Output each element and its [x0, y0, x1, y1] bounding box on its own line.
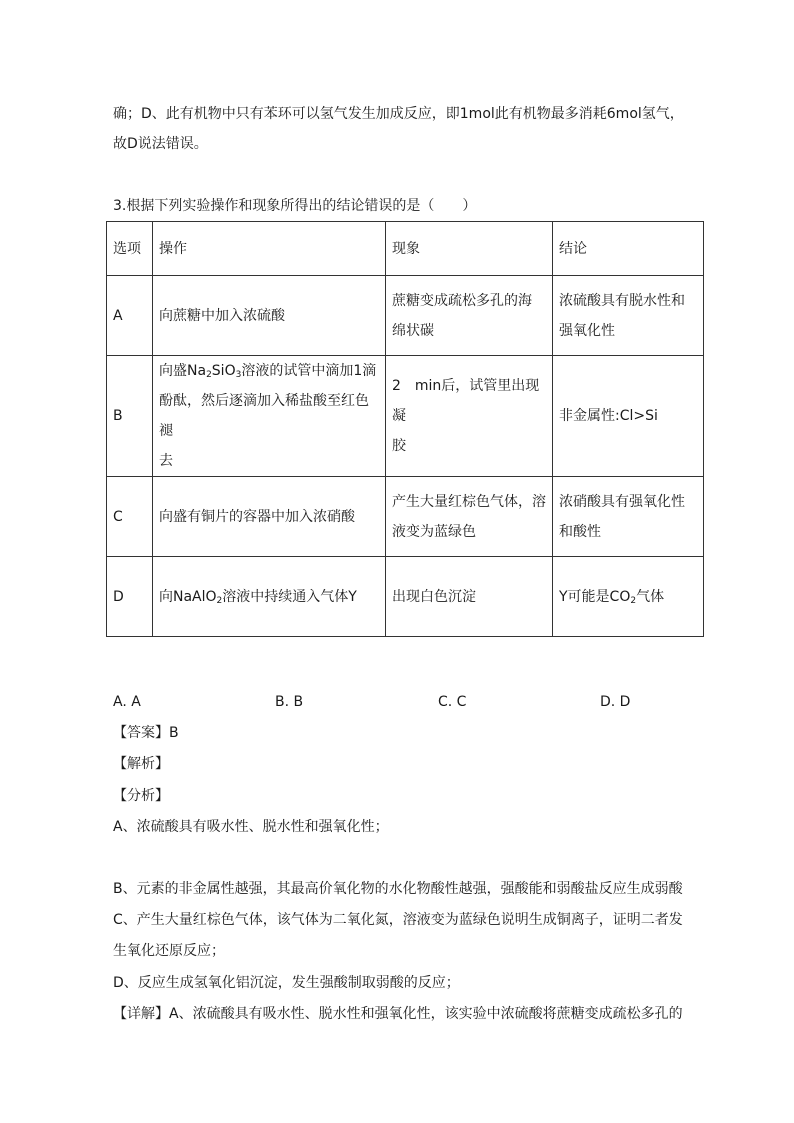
header-phenomenon: 现象 — [386, 222, 553, 276]
table-header-row — [107, 222, 704, 276]
row-conclusion: 浓硫酸具有脱水性和 强氧化性 — [553, 276, 704, 356]
header-conclusion: 结论 — [553, 222, 704, 276]
row-conclusion: 浓硝酸具有强氧化性 和酸性 — [553, 477, 704, 557]
row-option: B — [107, 356, 153, 477]
row-operation: 向NaAlO$_2$溶液中持续通入气体Y — [153, 557, 386, 637]
row-phenomenon: 蔗糖变成疏松多孔的海 绵状碳 — [386, 276, 553, 356]
table-row — [107, 356, 704, 477]
analysis-c-line-2: 生氧化还原反应； — [113, 943, 225, 959]
row-phenomenon: 产生大量红棕色气体，溶 液变为蓝绿色 — [386, 477, 553, 557]
row-operation: 向蔗糖中加入浓硫酸 — [153, 276, 386, 356]
analysis-d: D、反应生成氢氧化铝沉淀，发生强酸制取弱酸的反应； — [113, 975, 460, 991]
row-option: C — [107, 477, 153, 557]
row-conclusion: Y可能是$CO_2$气体 — [553, 557, 704, 637]
option-d: D. D — [600, 694, 631, 710]
row-operation: 向盛有铜片的容器中加入浓硝酸 — [153, 477, 386, 557]
row-option: A — [107, 276, 153, 356]
row-conclusion: 非金属性:Cl>Si — [553, 356, 704, 477]
analysis-b: B、元素的非金属性越强，其最高价氧化物的水化物酸性越强，强酸能和弱酸盐反应生成弱酸 — [113, 881, 683, 897]
analysis-a: A、浓硫酸具有吸水性、脱水性和强氧化性； — [113, 819, 389, 835]
analysis-c-line-1: C、产生大量红棕色气体，该气体为二氧化氮，溶液变为蓝绿色说明生成铜离子，证明二者发 — [113, 912, 683, 928]
table-row — [107, 276, 704, 356]
experiment-table — [106, 221, 704, 637]
answer-options — [113, 692, 673, 712]
header-operation: 操作 — [153, 222, 386, 276]
question-title: 3.根据下列实验操作和现象所得出的结论错误的是（ ） — [113, 198, 477, 214]
option-b: B. B — [275, 694, 304, 710]
option-a: A. A — [113, 694, 141, 710]
header-option: 选项 — [107, 222, 153, 276]
detail-line: 【详解】A、浓硫酸具有吸水性、脱水性和强氧化性，该实验中浓硫酸将蔗糖变成疏松多孔的 — [113, 1006, 683, 1022]
row-phenomenon: 2 min后，试管里出现凝 胶 — [386, 356, 553, 477]
row-operation: 向盛$Na_2SiO_3$溶液的试管中滴加1滴 酚酞，然后逐滴加入稀盐酸至红色褪 去 — [153, 356, 386, 477]
table-row — [107, 557, 704, 637]
intro-line-1: 确；D、此有机物中只有苯环可以氢气发生加成反应，即1mol此有机物最多消耗6mol氢气， — [113, 106, 684, 122]
row-option: D — [107, 557, 153, 637]
option-c: C. C — [438, 694, 467, 710]
analysis-label: 【解析】 — [113, 756, 169, 772]
answer: 【答案】B — [113, 725, 179, 741]
fenxi-label: 【分析】 — [113, 788, 169, 804]
row-phenomenon: 出现白色沉淀 — [386, 557, 553, 637]
intro-line-2: 故D说法错误。 — [113, 136, 208, 152]
table-row — [107, 477, 704, 557]
